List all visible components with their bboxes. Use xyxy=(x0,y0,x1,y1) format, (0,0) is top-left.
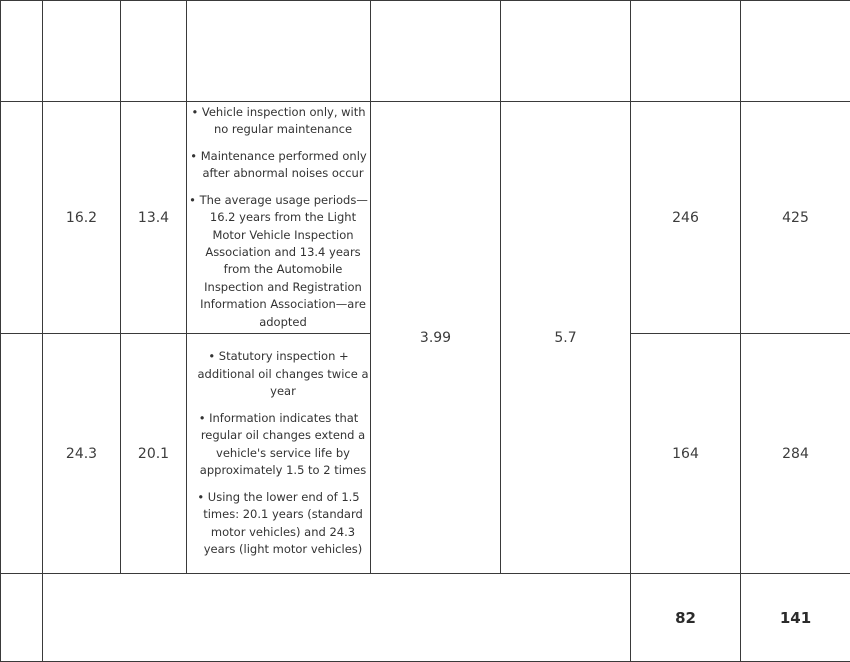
header-scenario xyxy=(1,1,43,102)
cell-annual-light-row2: 164 xyxy=(631,334,741,574)
header-annual-light-l2: emissions during xyxy=(634,21,737,34)
explain-bullet: • Vehicle inspection only, with no regular maintenance xyxy=(191,104,366,137)
header-lifespan-light-l3: (light motor xyxy=(45,52,118,64)
header-lifespan-standard-l3: (Standard xyxy=(123,44,184,57)
header-explain-label: Explain xyxy=(256,44,301,57)
header-ghg-unit-light-l4: (light motor vehicle, xyxy=(374,67,497,80)
contribution-label-line2: Amount xyxy=(8,594,21,641)
cell-contribution-light: 82 xyxy=(631,574,741,662)
header-ghg-unit-light-l2: during manufacturing xyxy=(391,21,480,49)
header-annual-light-l6: kg-CO₂/year) xyxy=(647,82,724,95)
header-ghg-unit-light-l3: per unit xyxy=(411,52,460,64)
explain-bullet: • Maintenance performed only after abnormal noises occur xyxy=(190,148,367,181)
row-label-wrap-3 xyxy=(1,574,42,661)
header-annual-standard-l3: manufacturing xyxy=(751,36,840,49)
header-ghg-unit-light-l5: t-CO₂/unit) xyxy=(403,82,468,95)
contribution-row xyxy=(1,574,850,662)
header-annual-standard-l2: emissions during xyxy=(744,21,847,34)
header-annual-standard-l1: Annual GHG xyxy=(759,6,832,19)
contribution-label-line1: Contribution xyxy=(24,580,37,655)
row-label-wrap-2 xyxy=(1,334,42,573)
table-row xyxy=(1,102,850,334)
header-lifespan-standard-l1: Vehicle xyxy=(131,13,176,26)
header-ghg-unit-standard-l2: during manufacturing xyxy=(521,21,610,49)
cell-lifespan-light-row1: 16.2 xyxy=(43,102,121,334)
header-annual-standard xyxy=(741,1,850,102)
explain-bullet: • The average usage periods—16.2 years from the Light Motor Vehicle Inspection Association and 13.4 years from the Automobile Inspection and Registration Information Association—are adopted xyxy=(189,192,368,329)
cell-annual-standard-row2: 284 xyxy=(741,334,850,574)
row-label-twice-yearly-oil-change xyxy=(1,334,43,574)
row-label-text-2: Twice-yearly oil change schedule xyxy=(15,351,28,556)
header-annual-light-l4: (light motor xyxy=(649,52,722,64)
header-ghg-unit-standard xyxy=(501,1,631,102)
cell-lifespan-light-row2: 24.3 xyxy=(43,334,121,574)
row-label-contribution-amount xyxy=(1,574,43,662)
explain-bullet: • Statutory inspection + additional oil changes twice a year xyxy=(197,349,369,399)
explain-bullet: • Using the lower end of 1.5 times: 20.1 years (standard motor vehicles) and 24.3 years (light motor vehicles) xyxy=(197,489,363,557)
header-lifespan-light xyxy=(43,1,121,102)
header-annual-light-l5: vehicle, xyxy=(662,67,709,80)
contribution-blank-cell xyxy=(43,574,631,662)
row-label-text-3 xyxy=(6,580,38,655)
row-label-vehicle-inspection-only xyxy=(1,102,43,334)
header-lifespan-standard xyxy=(121,1,187,102)
cell-annual-standard-row1: 425 xyxy=(741,102,850,334)
explain-bullet: • Information indicates that regular oil changes extend a vehicle's service life by approximately 1.5 to 2 times xyxy=(198,410,367,478)
header-scenario-label: Scenario xyxy=(15,24,28,78)
cell-contribution-standard: 141 xyxy=(741,574,850,662)
header-lifespan-standard-l5: vehicle) xyxy=(129,74,178,87)
cell-explain-row1 xyxy=(187,102,371,334)
header-lifespan-standard-l4: motor xyxy=(135,59,172,72)
header-annual-standard-l4: (standard motor xyxy=(746,52,845,64)
header-lifespan-light-l2: lifespan xyxy=(57,36,106,49)
cell-lifespan-standard-row2: 20.1 xyxy=(121,334,187,574)
cell-ghg-unit-light-merged: 3.99 xyxy=(371,102,501,574)
header-scenario-wrap xyxy=(1,1,42,101)
header-explain xyxy=(187,1,371,102)
header-ghg-unit-standard-l4: (standard motor xyxy=(516,67,615,80)
header-lifespan-standard-l2: lifespan xyxy=(129,29,178,42)
cell-annual-light-row1: 246 xyxy=(631,102,741,334)
header-annual-light-l3: manufacturing xyxy=(641,36,730,49)
header-annual-standard-l5: vehicle, xyxy=(772,67,819,80)
header-annual-light-l1: Annual GHG xyxy=(649,6,722,19)
header-annual-standard-l6: kg-CO₂/year) xyxy=(757,82,834,95)
row-label-wrap-1 xyxy=(1,102,42,333)
row-label-text-1: Vehicle inspection only xyxy=(15,145,28,290)
cell-explain-row2 xyxy=(187,334,371,574)
header-ghg-unit-light-l1: GHG emissions xyxy=(390,6,481,19)
header-ghg-unit-standard-l1: GHG emissions xyxy=(520,6,611,19)
header-lifespan-light-l4: vehicle) xyxy=(57,67,106,80)
header-ghg-unit-light xyxy=(371,1,501,102)
header-ghg-unit-standard-l5: vehicle, t-CO₂/unit) xyxy=(508,82,623,95)
header-annual-light xyxy=(631,1,741,102)
table-header-row xyxy=(1,1,850,102)
cell-ghg-unit-standard-merged: 5.7 xyxy=(501,102,631,574)
cell-lifespan-standard-row1: 13.4 xyxy=(121,102,187,334)
header-ghg-unit-standard-l3: per unit xyxy=(541,52,590,64)
header-lifespan-light-l1: Vehicle xyxy=(59,21,104,34)
